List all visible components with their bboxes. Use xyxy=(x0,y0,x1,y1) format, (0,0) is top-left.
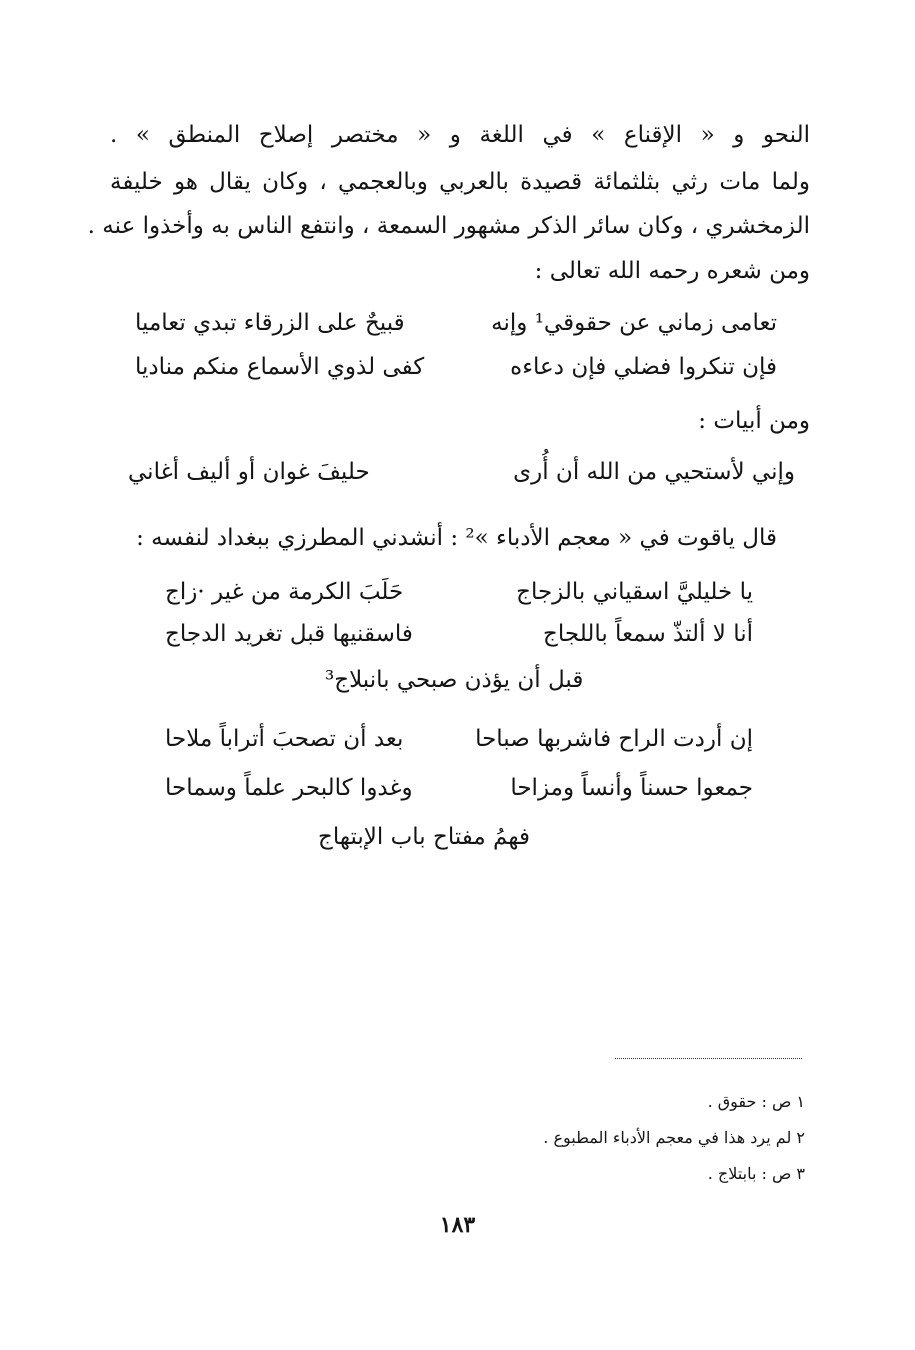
verse-first-hemistich: أنا لا ألتذّ سمعاً باللجاج xyxy=(543,621,753,647)
verse-second-hemistich: فاسقنيها قبل تغريد الدجاج xyxy=(165,621,413,647)
footnote: ٣ ص : بابتلاج . xyxy=(707,1164,805,1183)
verse-first-hemistich: إن أردت الراح فاشربها صباحا xyxy=(475,726,753,752)
verse-single-line: فهمُ مفتاح باب الإبتهاج xyxy=(318,824,530,850)
footnote: ١ ص : حقوق . xyxy=(707,1092,805,1111)
verse-second-hemistich: حليفَ غوان أو أليف أغاني xyxy=(128,459,370,485)
verse-first-hemistich: فإن تنكروا فضلي فإن دعاءه xyxy=(510,354,777,380)
verse-second-hemistich: قبيحٌ على الزرقاء تبدي تعاميا xyxy=(135,310,405,336)
prose-line: الزمخشري ، وكان سائر الذكر مشهور السمعة ، وانتفع الناس به وأخذوا عنه . xyxy=(87,213,810,239)
verse-second-hemistich: وغدوا كالبحر علماً وسماحا xyxy=(165,775,413,801)
prose-line: ومن شعره رحمه الله تعالى : xyxy=(534,258,810,284)
verse-first-hemistich: جمعوا حسناً وأنساً ومزاحا xyxy=(510,775,753,801)
footnote: ٢ لم يرد هذا في معجم الأدباء المطبوع . xyxy=(543,1128,805,1147)
verse-intro: ومن أبيات : xyxy=(698,408,810,434)
footnote-separator xyxy=(615,1058,802,1059)
verse-first-hemistich: وإني لأستحيي من الله أن أُرى xyxy=(513,459,795,485)
verse-single-line: قبل أن يؤذن صبحي بانبلاج³ xyxy=(325,667,584,693)
verse-first-hemistich: يا خليليَّ اسقياني بالزجاج xyxy=(516,579,753,605)
page-number: ١٨٣ xyxy=(439,1212,476,1238)
verse-second-hemistich: كفى لذوي الأسماع منكم مناديا xyxy=(135,354,425,380)
prose-line: ولما مات رثي بثلثمائة قصيدة بالعربي وبالعجمي ، وكان يقال هو خليفة xyxy=(110,169,810,195)
verse-second-hemistich: حَلَبَ الكرمة من غير ·زاج xyxy=(165,579,404,605)
verse-first-hemistich: تعامى زماني عن حقوقي¹ وإنه xyxy=(491,310,777,336)
verse-second-hemistich: بعد أن تصحبَ أتراباً ملاحا xyxy=(165,726,404,752)
prose-line: النحو و « الإقناع » في اللغة و « مختصر إصلاح المنطق » . xyxy=(110,122,810,148)
verse-intro: قال ياقوت في « معجم الأدباء »² : أنشدني المطرزي ببغداد لنفسه : xyxy=(136,525,777,551)
